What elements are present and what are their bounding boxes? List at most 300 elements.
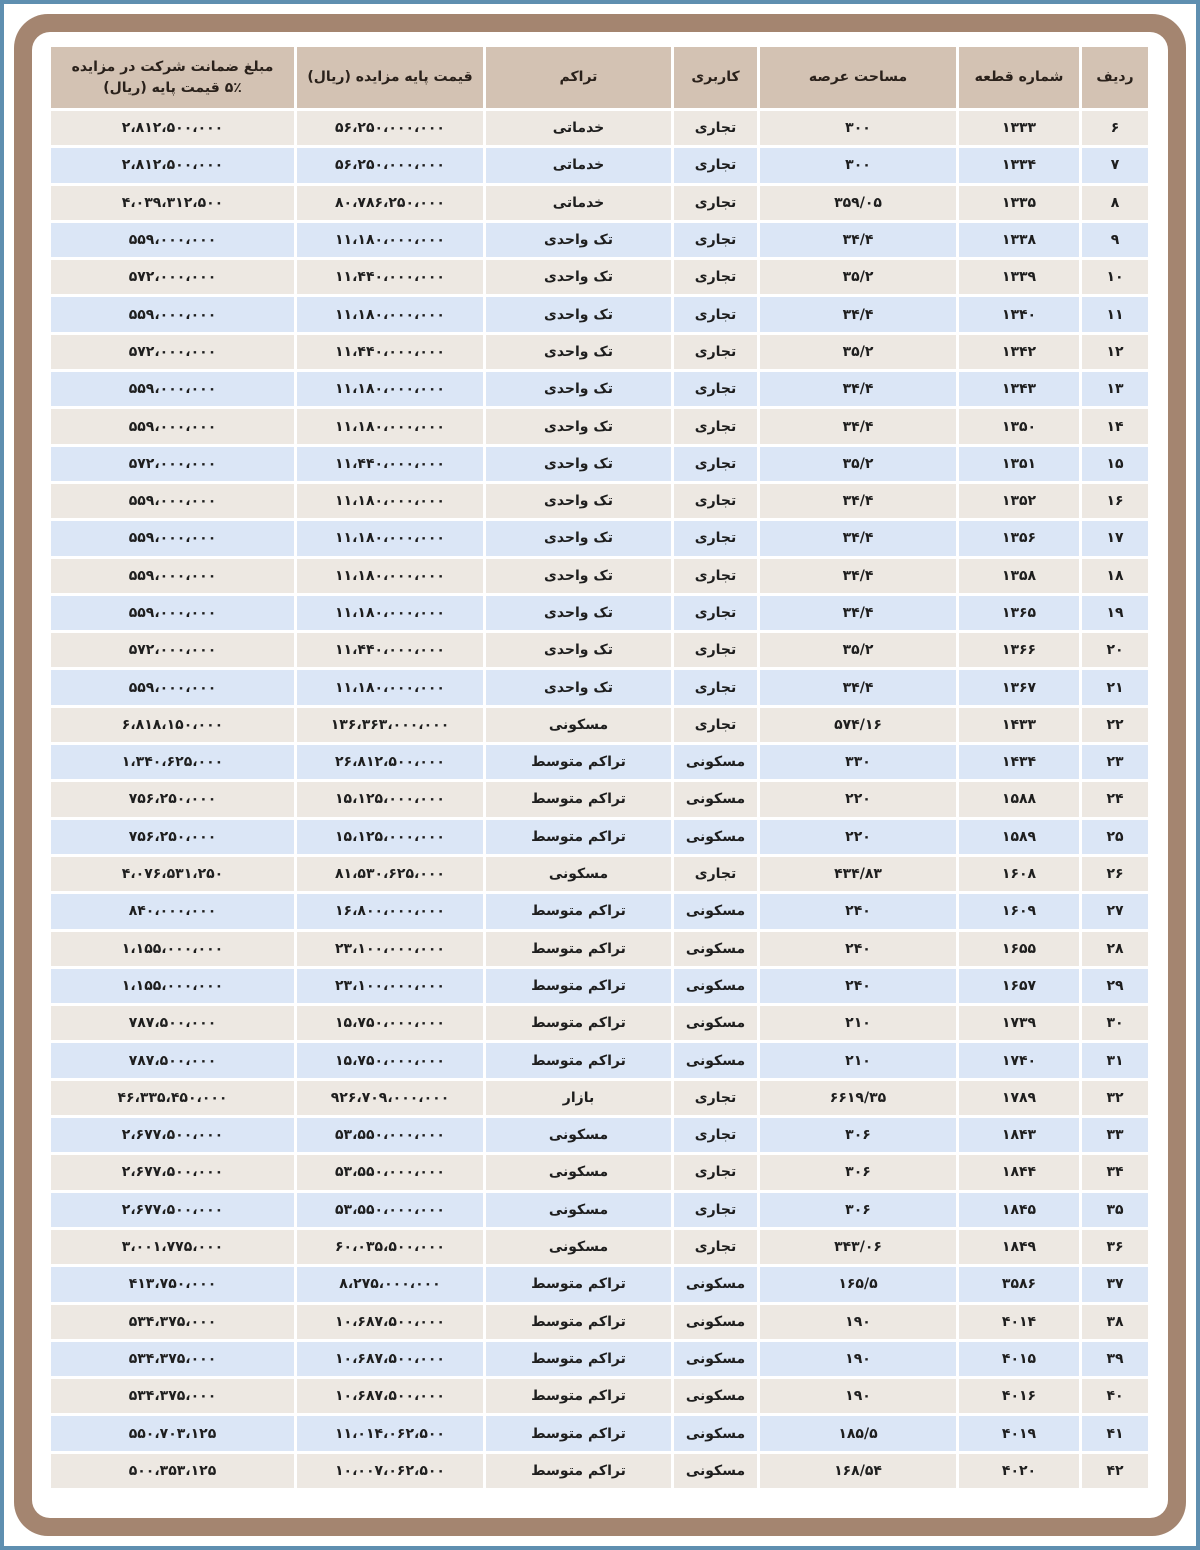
density-cell: تک واحدی [486,521,671,555]
table-row [51,1267,1148,1301]
table-row [51,857,1148,891]
base-price-cell: ۱۱،۴۴۰،۰۰۰،۰۰۰ [297,447,483,481]
guarantee-cell: ۳،۰۰۱،۷۷۵،۰۰۰ [51,1230,294,1264]
table-row [51,186,1148,220]
row-number-cell: ۶ [1082,111,1148,145]
plot-number-cell: ۱۶۵۷ [959,969,1079,1003]
base-price-cell: ۱۰،۶۸۷،۵۰۰،۰۰۰ [297,1379,483,1413]
row-number-cell: ۲۴ [1082,782,1148,816]
area-cell: ۳۴/۴ [760,372,956,406]
guarantee-cell: ۲،۸۱۲،۵۰۰،۰۰۰ [51,111,294,145]
row-number-cell: ۲۱ [1082,670,1148,704]
plot-number-cell: ۱۸۴۴ [959,1155,1079,1189]
area-cell: ۳۵۹/۰۵ [760,186,956,220]
base-price-cell: ۹۲۶،۷۰۹،۰۰۰،۰۰۰ [297,1081,483,1115]
plot-number-cell: ۱۶۵۵ [959,932,1079,966]
usage-cell: تجاری [674,186,757,220]
row-number-cell: ۲۸ [1082,932,1148,966]
table-row [51,708,1148,742]
guarantee-cell: ۱،۳۴۰،۶۲۵،۰۰۰ [51,745,294,779]
table-row [51,745,1148,779]
density-cell: تک واحدی [486,447,671,481]
density-cell: تراکم متوسط [486,1416,671,1450]
guarantee-cell: ۵۷۲،۰۰۰،۰۰۰ [51,260,294,294]
area-cell: ۳۵/۲ [760,447,956,481]
usage-cell: مسکونی [674,820,757,854]
plot-number-cell: ۱۳۴۰ [959,297,1079,331]
area-cell: ۳۰۶ [760,1118,956,1152]
density-cell: تک واحدی [486,670,671,704]
area-cell: ۲۴۰ [760,969,956,1003]
guarantee-cell: ۵۷۲،۰۰۰،۰۰۰ [51,335,294,369]
row-number-cell: ۸ [1082,186,1148,220]
row-number-cell: ۲۳ [1082,745,1148,779]
row-number-cell: ۳۵ [1082,1193,1148,1227]
area-cell: ۳۴/۴ [760,559,956,593]
guarantee-cell: ۷۵۶،۲۵۰،۰۰۰ [51,820,294,854]
area-cell: ۲۱۰ [760,1006,956,1040]
area-cell: ۱۹۰ [760,1342,956,1376]
area-cell: ۲۴۰ [760,894,956,928]
base-price-cell: ۸،۲۷۵،۰۰۰،۰۰۰ [297,1267,483,1301]
usage-cell: تجاری [674,1230,757,1264]
row-number-cell: ۷ [1082,148,1148,182]
density-cell: تراکم متوسط [486,820,671,854]
row-number-cell: ۳۰ [1082,1006,1148,1040]
area-cell: ۳۴/۴ [760,223,956,257]
usage-cell: تجاری [674,1193,757,1227]
row-number-cell: ۲۵ [1082,820,1148,854]
area-cell: ۱۹۰ [760,1379,956,1413]
base-price-cell: ۱۵،۱۲۵،۰۰۰،۰۰۰ [297,820,483,854]
density-cell: تراکم متوسط [486,745,671,779]
row-number-cell: ۲۲ [1082,708,1148,742]
base-price-cell: ۱۰،۶۸۷،۵۰۰،۰۰۰ [297,1342,483,1376]
row-number-cell: ۳۴ [1082,1155,1148,1189]
base-price-cell: ۱۱،۰۱۴،۰۶۲،۵۰۰ [297,1416,483,1450]
base-price-cell: ۱۱،۱۸۰،۰۰۰،۰۰۰ [297,521,483,555]
area-cell: ۳۵/۲ [760,260,956,294]
table-row [51,409,1148,443]
guarantee-cell: ۱،۱۵۵،۰۰۰،۰۰۰ [51,969,294,1003]
guarantee-cell: ۷۸۷،۵۰۰،۰۰۰ [51,1043,294,1077]
row-number-cell: ۱۱ [1082,297,1148,331]
density-cell: تراکم متوسط [486,1305,671,1339]
usage-cell: مسکونی [674,745,757,779]
plot-number-cell: ۱۷۸۹ [959,1081,1079,1115]
density-cell: مسکونی [486,1118,671,1152]
area-cell: ۳۰۶ [760,1155,956,1189]
density-cell: تراکم متوسط [486,1267,671,1301]
row-number-cell: ۴۱ [1082,1416,1148,1450]
area-cell: ۳۴/۴ [760,596,956,630]
density-cell: بازار [486,1081,671,1115]
density-cell: مسکونی [486,1193,671,1227]
usage-cell: مسکونی [674,1342,757,1376]
plot-number-cell: ۱۳۴۳ [959,372,1079,406]
density-cell: مسکونی [486,708,671,742]
base-price-cell: ۱۱،۱۸۰،۰۰۰،۰۰۰ [297,223,483,257]
usage-cell: تجاری [674,335,757,369]
table-row [51,484,1148,518]
header-guarantee-line1: مبلغ ضمانت شرکت در مزایده [71,59,274,76]
header-guarantee-line2: ۵٪ قیمت پایه (ریال) [103,79,242,96]
table-row [51,1006,1148,1040]
usage-cell: تجاری [674,260,757,294]
table-row [51,633,1148,667]
guarantee-cell: ۵۳۴،۳۷۵،۰۰۰ [51,1379,294,1413]
area-cell: ۱۶۸/۵۴ [760,1454,956,1488]
guarantee-cell: ۵۷۲،۰۰۰،۰۰۰ [51,633,294,667]
density-cell: تک واحدی [486,260,671,294]
base-price-cell: ۱۶،۸۰۰،۰۰۰،۰۰۰ [297,894,483,928]
table-row [51,1193,1148,1227]
plot-number-cell: ۴۰۲۰ [959,1454,1079,1488]
table-row [51,1155,1148,1189]
density-cell: خدماتی [486,148,671,182]
usage-cell: تجاری [674,1118,757,1152]
usage-cell: تجاری [674,857,757,891]
usage-cell: مسکونی [674,1267,757,1301]
base-price-cell: ۱۵،۷۵۰،۰۰۰،۰۰۰ [297,1043,483,1077]
guarantee-cell: ۵۵۹،۰۰۰،۰۰۰ [51,521,294,555]
density-cell: تک واحدی [486,335,671,369]
row-number-cell: ۱۰ [1082,260,1148,294]
density-cell: تک واحدی [486,372,671,406]
header-row-number: ردیف [1082,47,1148,108]
usage-cell: تجاری [674,559,757,593]
usage-cell: مسکونی [674,1379,757,1413]
plot-number-cell: ۱۳۵۸ [959,559,1079,593]
guarantee-cell: ۶،۸۱۸،۱۵۰،۰۰۰ [51,708,294,742]
row-number-cell: ۳۲ [1082,1081,1148,1115]
area-cell: ۱۹۰ [760,1305,956,1339]
usage-cell: مسکونی [674,1416,757,1450]
base-price-cell: ۱۱،۱۸۰،۰۰۰،۰۰۰ [297,670,483,704]
plot-number-cell: ۴۰۱۶ [959,1379,1079,1413]
base-price-cell: ۵۳،۵۵۰،۰۰۰،۰۰۰ [297,1193,483,1227]
usage-cell: مسکونی [674,894,757,928]
area-cell: ۲۲۰ [760,782,956,816]
row-number-cell: ۳۳ [1082,1118,1148,1152]
area-cell: ۶۶۱۹/۳۵ [760,1081,956,1115]
table-row [51,559,1148,593]
row-number-cell: ۱۷ [1082,521,1148,555]
area-cell: ۳۰۰ [760,111,956,145]
base-price-cell: ۱۱،۱۸۰،۰۰۰،۰۰۰ [297,596,483,630]
base-price-cell: ۱۱،۴۴۰،۰۰۰،۰۰۰ [297,260,483,294]
header-plot-number: شماره قطعه [959,47,1079,108]
base-price-cell: ۱۱،۱۸۰،۰۰۰،۰۰۰ [297,559,483,593]
plot-number-cell: ۱۴۳۳ [959,708,1079,742]
usage-cell: تجاری [674,1081,757,1115]
area-cell: ۳۴۳/۰۶ [760,1230,956,1264]
guarantee-cell: ۴،۰۷۶،۵۳۱،۲۵۰ [51,857,294,891]
density-cell: تراکم متوسط [486,1454,671,1488]
table-row [51,1118,1148,1152]
density-cell: مسکونی [486,1230,671,1264]
base-price-cell: ۸۰،۷۸۶،۲۵۰،۰۰۰ [297,186,483,220]
guarantee-cell: ۷۵۶،۲۵۰،۰۰۰ [51,782,294,816]
table-row [51,372,1148,406]
row-number-cell: ۳۷ [1082,1267,1148,1301]
density-cell: خدماتی [486,186,671,220]
plot-number-cell: ۱۷۴۰ [959,1043,1079,1077]
area-cell: ۵۷۴/۱۶ [760,708,956,742]
base-price-cell: ۱۱،۱۸۰،۰۰۰،۰۰۰ [297,372,483,406]
plot-number-cell: ۱۳۳۸ [959,223,1079,257]
table-header-row [51,47,1148,108]
base-price-cell: ۱۳۶،۳۶۳،۰۰۰،۰۰۰ [297,708,483,742]
guarantee-cell: ۵۵۹،۰۰۰،۰۰۰ [51,596,294,630]
guarantee-cell: ۴۱۳،۷۵۰،۰۰۰ [51,1267,294,1301]
usage-cell: تجاری [674,297,757,331]
usage-cell: مسکونی [674,1305,757,1339]
base-price-cell: ۲۳،۱۰۰،۰۰۰،۰۰۰ [297,932,483,966]
row-number-cell: ۱۲ [1082,335,1148,369]
row-number-cell: ۱۴ [1082,409,1148,443]
density-cell: مسکونی [486,857,671,891]
row-number-cell: ۱۵ [1082,447,1148,481]
area-cell: ۳۰۶ [760,1193,956,1227]
area-cell: ۳۴/۴ [760,484,956,518]
density-cell: تراکم متوسط [486,932,671,966]
row-number-cell: ۴۲ [1082,1454,1148,1488]
plot-number-cell: ۱۵۸۹ [959,820,1079,854]
area-cell: ۳۳۰ [760,745,956,779]
row-number-cell: ۲۹ [1082,969,1148,1003]
base-price-cell: ۱۱،۱۸۰،۰۰۰،۰۰۰ [297,297,483,331]
plot-number-cell: ۱۳۶۶ [959,633,1079,667]
table-row [51,1305,1148,1339]
plot-number-cell: ۱۳۳۵ [959,186,1079,220]
base-price-cell: ۱۱،۴۴۰،۰۰۰،۰۰۰ [297,633,483,667]
area-cell: ۲۴۰ [760,932,956,966]
base-price-cell: ۲۶،۸۱۲،۵۰۰،۰۰۰ [297,745,483,779]
plot-number-cell: ۴۰۱۹ [959,1416,1079,1450]
row-number-cell: ۳۱ [1082,1043,1148,1077]
area-cell: ۳۴/۴ [760,521,956,555]
guarantee-cell: ۵۵۹،۰۰۰،۰۰۰ [51,484,294,518]
table-row [51,260,1148,294]
area-cell: ۳۵/۲ [760,335,956,369]
plot-number-cell: ۱۳۵۱ [959,447,1079,481]
base-price-cell: ۱۱،۴۴۰،۰۰۰،۰۰۰ [297,335,483,369]
guarantee-cell: ۵۵۹،۰۰۰،۰۰۰ [51,559,294,593]
table-row [51,297,1148,331]
row-number-cell: ۳۹ [1082,1342,1148,1376]
usage-cell: مسکونی [674,1454,757,1488]
base-price-cell: ۱۵،۱۲۵،۰۰۰،۰۰۰ [297,782,483,816]
table-row [51,1081,1148,1115]
usage-cell: تجاری [674,148,757,182]
plot-number-cell: ۱۳۳۹ [959,260,1079,294]
density-cell: تک واحدی [486,596,671,630]
row-number-cell: ۱۶ [1082,484,1148,518]
usage-cell: تجاری [674,670,757,704]
table-row [51,335,1148,369]
table-row [51,782,1148,816]
table-row [51,1342,1148,1376]
plot-number-cell: ۱۶۰۸ [959,857,1079,891]
plot-number-cell: ۴۰۱۴ [959,1305,1079,1339]
plot-number-cell: ۱۸۴۳ [959,1118,1079,1152]
row-number-cell: ۲۰ [1082,633,1148,667]
density-cell: تراکم متوسط [486,1006,671,1040]
table-row [51,1416,1148,1450]
plot-number-cell: ۱۵۸۸ [959,782,1079,816]
table-row [51,447,1148,481]
density-cell: تراکم متوسط [486,1043,671,1077]
guarantee-cell: ۴،۰۳۹،۳۱۲،۵۰۰ [51,186,294,220]
header-area: مساحت عرصه [760,47,956,108]
area-cell: ۳۴/۴ [760,670,956,704]
area-cell: ۴۳۴/۸۳ [760,857,956,891]
density-cell: تک واحدی [486,559,671,593]
base-price-cell: ۲۳،۱۰۰،۰۰۰،۰۰۰ [297,969,483,1003]
base-price-cell: ۶۰،۰۳۵،۵۰۰،۰۰۰ [297,1230,483,1264]
base-price-cell: ۵۶،۲۵۰،۰۰۰،۰۰۰ [297,148,483,182]
density-cell: تک واحدی [486,297,671,331]
base-price-cell: ۱۰،۶۸۷،۵۰۰،۰۰۰ [297,1305,483,1339]
header-usage: کاربری [674,47,757,108]
usage-cell: تجاری [674,1155,757,1189]
density-cell: تراکم متوسط [486,1379,671,1413]
table-row [51,1043,1148,1077]
header-density: تراکم [486,47,671,108]
guarantee-cell: ۵۵۹،۰۰۰،۰۰۰ [51,372,294,406]
plot-number-cell: ۱۶۰۹ [959,894,1079,928]
base-price-cell: ۱۵،۷۵۰،۰۰۰،۰۰۰ [297,1006,483,1040]
usage-cell: تجاری [674,708,757,742]
base-price-cell: ۸۱،۵۳۰،۶۲۵،۰۰۰ [297,857,483,891]
usage-cell: تجاری [674,596,757,630]
usage-cell: مسکونی [674,1006,757,1040]
guarantee-cell: ۸۴۰،۰۰۰،۰۰۰ [51,894,294,928]
density-cell: مسکونی [486,1155,671,1189]
row-number-cell: ۱۹ [1082,596,1148,630]
usage-cell: تجاری [674,447,757,481]
table-row [51,932,1148,966]
row-number-cell: ۲۷ [1082,894,1148,928]
header-base-price: قیمت پایه مزایده (ریال) [297,47,483,108]
density-cell: تراکم متوسط [486,894,671,928]
guarantee-cell: ۵۷۲،۰۰۰،۰۰۰ [51,447,294,481]
density-cell: تک واحدی [486,223,671,257]
density-cell: تک واحدی [486,633,671,667]
usage-cell: تجاری [674,521,757,555]
table-row [51,820,1148,854]
row-number-cell: ۳۶ [1082,1230,1148,1264]
guarantee-cell: ۵۵۹،۰۰۰،۰۰۰ [51,223,294,257]
guarantee-cell: ۵۳۴،۳۷۵،۰۰۰ [51,1342,294,1376]
area-cell: ۳۵/۲ [760,633,956,667]
table-body [51,111,1148,1488]
row-number-cell: ۱۸ [1082,559,1148,593]
guarantee-cell: ۵۳۴،۳۷۵،۰۰۰ [51,1305,294,1339]
density-cell: خدماتی [486,111,671,145]
table-row [51,1454,1148,1488]
area-cell: ۲۱۰ [760,1043,956,1077]
usage-cell: تجاری [674,223,757,257]
plot-number-cell: ۱۸۴۵ [959,1193,1079,1227]
area-cell: ۳۴/۴ [760,297,956,331]
density-cell: تک واحدی [486,484,671,518]
plot-number-cell: ۱۳۶۷ [959,670,1079,704]
plot-number-cell: ۱۳۵۲ [959,484,1079,518]
row-number-cell: ۳۸ [1082,1305,1148,1339]
guarantee-cell: ۵۵۹،۰۰۰،۰۰۰ [51,670,294,704]
guarantee-cell: ۴۶،۳۳۵،۴۵۰،۰۰۰ [51,1081,294,1115]
base-price-cell: ۱۱،۱۸۰،۰۰۰،۰۰۰ [297,409,483,443]
usage-cell: تجاری [674,111,757,145]
row-number-cell: ۱۳ [1082,372,1148,406]
header-guarantee [51,47,294,108]
table-row [51,596,1148,630]
row-number-cell: ۲۶ [1082,857,1148,891]
usage-cell: تجاری [674,633,757,667]
plot-number-cell: ۱۳۴۲ [959,335,1079,369]
table-row [51,1379,1148,1413]
density-cell: تراکم متوسط [486,1342,671,1376]
table-row [51,521,1148,555]
usage-cell: مسکونی [674,969,757,1003]
usage-cell: تجاری [674,409,757,443]
guarantee-cell: ۱،۱۵۵،۰۰۰،۰۰۰ [51,932,294,966]
usage-cell: مسکونی [674,932,757,966]
plot-number-cell: ۴۰۱۵ [959,1342,1079,1376]
guarantee-cell: ۵۵۹،۰۰۰،۰۰۰ [51,297,294,331]
plot-number-cell: ۳۵۸۶ [959,1267,1079,1301]
guarantee-cell: ۵۵۹،۰۰۰،۰۰۰ [51,409,294,443]
base-price-cell: ۱۰،۰۰۷،۰۶۲،۵۰۰ [297,1454,483,1488]
row-number-cell: ۹ [1082,223,1148,257]
plot-number-cell: ۱۳۶۵ [959,596,1079,630]
density-cell: تراکم متوسط [486,782,671,816]
usage-cell: تجاری [674,372,757,406]
area-cell: ۱۶۵/۵ [760,1267,956,1301]
plot-number-cell: ۱۳۳۳ [959,111,1079,145]
table-row [51,148,1148,182]
base-price-cell: ۱۱،۱۸۰،۰۰۰،۰۰۰ [297,484,483,518]
table-row [51,969,1148,1003]
plot-number-cell: ۱۴۳۴ [959,745,1079,779]
guarantee-cell: ۷۸۷،۵۰۰،۰۰۰ [51,1006,294,1040]
table-row [51,1230,1148,1264]
auction-plots-table [48,44,1151,1491]
guarantee-cell: ۲،۸۱۲،۵۰۰،۰۰۰ [51,148,294,182]
table-row [51,894,1148,928]
base-price-cell: ۵۳،۵۵۰،۰۰۰،۰۰۰ [297,1155,483,1189]
usage-cell: مسکونی [674,782,757,816]
plot-number-cell: ۱۳۵۰ [959,409,1079,443]
plot-number-cell: ۱۳۳۴ [959,148,1079,182]
area-cell: ۳۰۰ [760,148,956,182]
table-row [51,111,1148,145]
density-cell: تک واحدی [486,409,671,443]
usage-cell: مسکونی [674,1043,757,1077]
base-price-cell: ۵۶،۲۵۰،۰۰۰،۰۰۰ [297,111,483,145]
row-number-cell: ۴۰ [1082,1379,1148,1413]
guarantee-cell: ۵۰۰،۳۵۳،۱۲۵ [51,1454,294,1488]
table-row [51,223,1148,257]
guarantee-cell: ۲،۶۷۷،۵۰۰،۰۰۰ [51,1155,294,1189]
area-cell: ۱۸۵/۵ [760,1416,956,1450]
base-price-cell: ۵۳،۵۵۰،۰۰۰،۰۰۰ [297,1118,483,1152]
plot-number-cell: ۱۷۳۹ [959,1006,1079,1040]
guarantee-cell: ۵۵۰،۷۰۳،۱۲۵ [51,1416,294,1450]
density-cell: تراکم متوسط [486,969,671,1003]
